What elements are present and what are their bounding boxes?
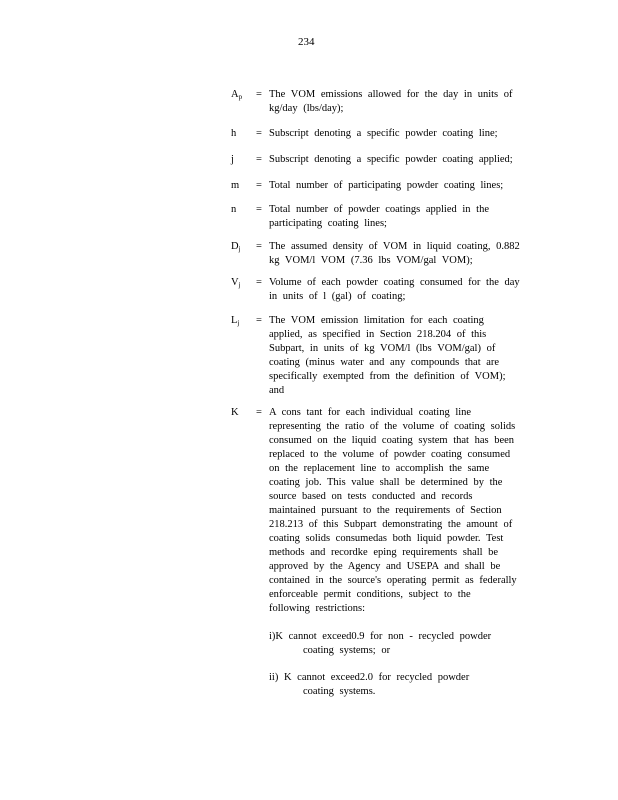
text-line: kg VOM/l VOM (7.36 lbs VOM/gal VOM); [269,255,473,266]
text-line: enforceable permit conditions, subject to the [269,589,471,600]
equals-sign: = [256,241,262,252]
definition-text [269,276,531,304]
text-line: approved by the Agency and USEPA and shall be [269,561,501,572]
definition-symbol: $L_j$ [231,315,240,327]
definition-text [269,314,531,398]
text-line: Total number of powder coatings applied in the [269,204,490,215]
definition-symbol: K [231,407,239,418]
text-line: kg/day (lbs/day); [269,103,344,114]
text-line: on the replacement line to accomplish the same [269,463,490,474]
definition-symbol: $A_p$ [231,89,243,101]
text-line: representing the ratio of the volume of coating solids [269,421,516,432]
equals-sign: = [256,89,262,100]
restriction-item [269,671,539,699]
text-line: 218.213 of this Subpart demonstrating the amount of [269,519,513,530]
text-line: coating job. This value shall be determined by the [269,477,503,488]
text-line: ii) K cannot exceed2.0 for recycled powder [269,672,470,683]
definition-symbol: $V_j$ [231,277,241,289]
restriction-item [269,630,539,658]
text-line: coating systems. [303,686,376,697]
equals-sign: = [256,180,262,191]
equals-sign: = [256,407,262,418]
text-line: participating coating lines; [269,218,387,229]
text-line: Subscript denoting a specific powder coating applied; [269,154,513,165]
definition-text [269,240,531,268]
text-line: in units of l (gal) of coating; [269,291,406,302]
text-line: maintained pursuant to the requirements of Section [269,505,502,516]
text-line: source based on tests conducted and records [269,491,473,502]
definition-symbol: n [231,204,237,215]
text-line: methods and recordke eping requirements shall be [269,547,499,558]
text-line: consumed on the liquid coating system that has been [269,435,515,446]
equals-sign: = [256,315,262,326]
text-line: Total number of participating powder coating lines; [269,180,504,191]
text-line: Subscript denoting a specific powder coating line; [269,128,498,139]
definition-text [269,127,531,141]
text-line: specifically exempted from the definition of VOM); [269,371,506,382]
definition-symbol: h [231,128,237,139]
text-line: coating (minus water and any compounds that are [269,357,500,368]
text-line: replaced to the volume of powder coating consumed [269,449,511,460]
definition-text [269,203,531,231]
text-line: Subpart, in units of kg VOM/l (lbs VOM/gal) of [269,343,496,354]
text-line: A cons tant for each individual coating line [269,407,472,418]
text-line: Volume of each powder coating consumed for the day [269,277,520,288]
text-line: The VOM emission limitation for each coating [269,315,484,326]
definition-symbol: j [231,154,234,165]
text-line: The assumed density of VOM in liquid coating, 0.882 [269,241,520,252]
equals-sign: = [256,277,262,288]
definition-text [269,406,531,616]
definition-text [269,179,531,193]
text-line: coating solids consumedas both liquid powder. Test [269,533,504,544]
page-number: 234 [298,36,315,48]
equals-sign: = [256,154,262,165]
text-line: contained in the source's operating permit as federally [269,575,517,586]
text-line: and [269,385,285,396]
text-line: The VOM emissions allowed for the day in units of [269,89,513,100]
equals-sign: = [256,128,262,139]
equals-sign: = [256,204,262,215]
text-line: i)K cannot exceed0.9 for non - recycled powder [269,631,492,642]
definition-symbol: $D_j$ [231,241,241,253]
text-line: applied, as specified in Section 218.204 of this [269,329,487,340]
definition-text [269,88,531,116]
definition-text [269,153,531,167]
text-line: coating systems; or [303,645,391,656]
definition-symbol: m [231,180,240,191]
text-line: following restrictions: [269,603,366,614]
